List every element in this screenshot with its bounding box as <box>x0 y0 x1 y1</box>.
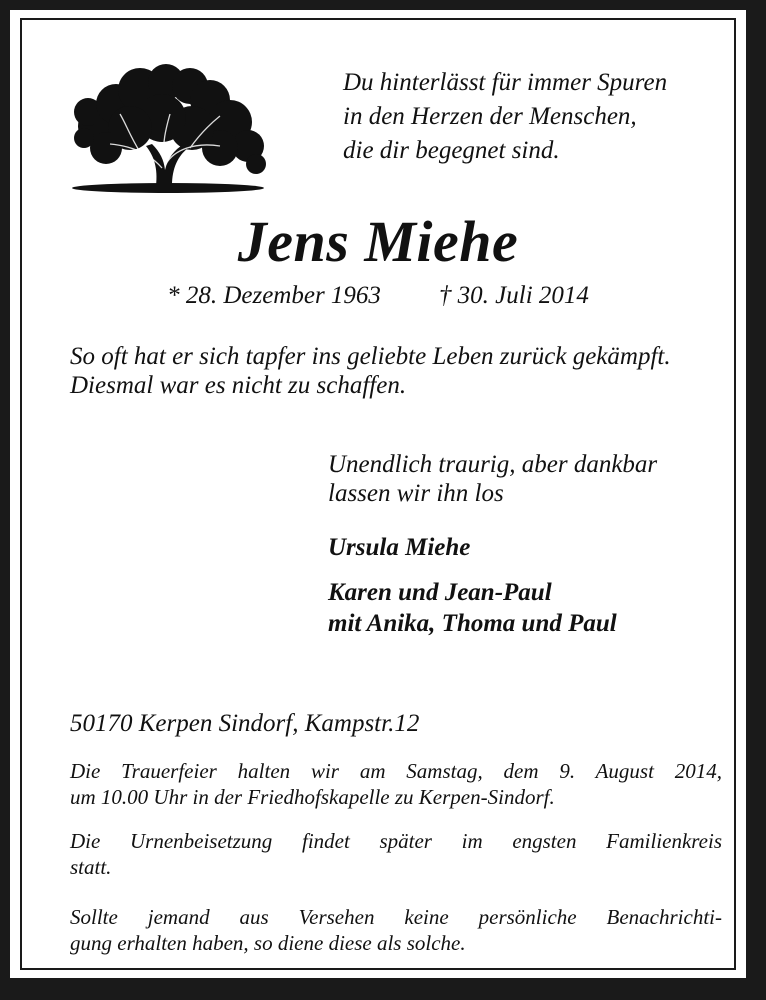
obituary-page <box>10 10 746 978</box>
notice-line: um 10.00 Uhr in der Friedhofskapelle zu Kerpen-Sindorf. <box>70 785 555 809</box>
motto-line: Du hinterlässt für immer Spuren <box>343 69 668 96</box>
notice-line: Die Trauerfeier halten wir am Samstag, dem 9. August 2014, <box>70 759 722 783</box>
notice-line: gung erhalten haben, so diene diese als solche. <box>70 931 466 955</box>
remembrance-line: So oft hat er sich tapfer ins geliebte Leben zurück gekämpft. <box>70 343 671 370</box>
death-date: † 30. Juli 2014 <box>438 282 589 309</box>
tree-icon <box>70 64 266 194</box>
remembrance-text <box>70 342 671 400</box>
obituary-frame <box>20 18 736 970</box>
motto-line: in den Herzen der Menschen, <box>343 103 637 130</box>
mourner-name: Karen und Jean-Paul <box>328 579 552 606</box>
remembrance-line: Diesmal war es nicht zu schaffen. <box>70 372 407 399</box>
motto-line: die dir begegnet sind. <box>343 137 560 164</box>
notice-line: statt. <box>70 855 112 879</box>
mourners-block <box>328 450 657 639</box>
mourners-intro-line: lassen wir ihn los <box>328 480 504 507</box>
family-address: 50170 Kerpen Sindorf, Kampstr.12 <box>70 710 420 737</box>
urn-notice <box>70 828 722 880</box>
birth-date: * 28. Dezember 1963 <box>167 282 381 309</box>
mourner-name: mit Anika, Thoma und Paul <box>328 610 617 637</box>
deceased-name: Jens Miehe <box>237 209 519 274</box>
notice-line: Sollte jemand aus Versehen keine persönliche Benachrichti- <box>70 905 722 929</box>
mourners-intro-line: Unendlich traurig, aber dankbar <box>328 451 658 478</box>
notification-notice <box>70 904 722 956</box>
funeral-notice <box>70 758 722 810</box>
notice-line: Die Urnenbeisetzung findet später im engsten Familienkreis <box>70 829 722 853</box>
motto-verse <box>343 66 667 168</box>
mourner-name: Ursula Miehe <box>328 534 471 561</box>
life-dates <box>22 282 734 310</box>
